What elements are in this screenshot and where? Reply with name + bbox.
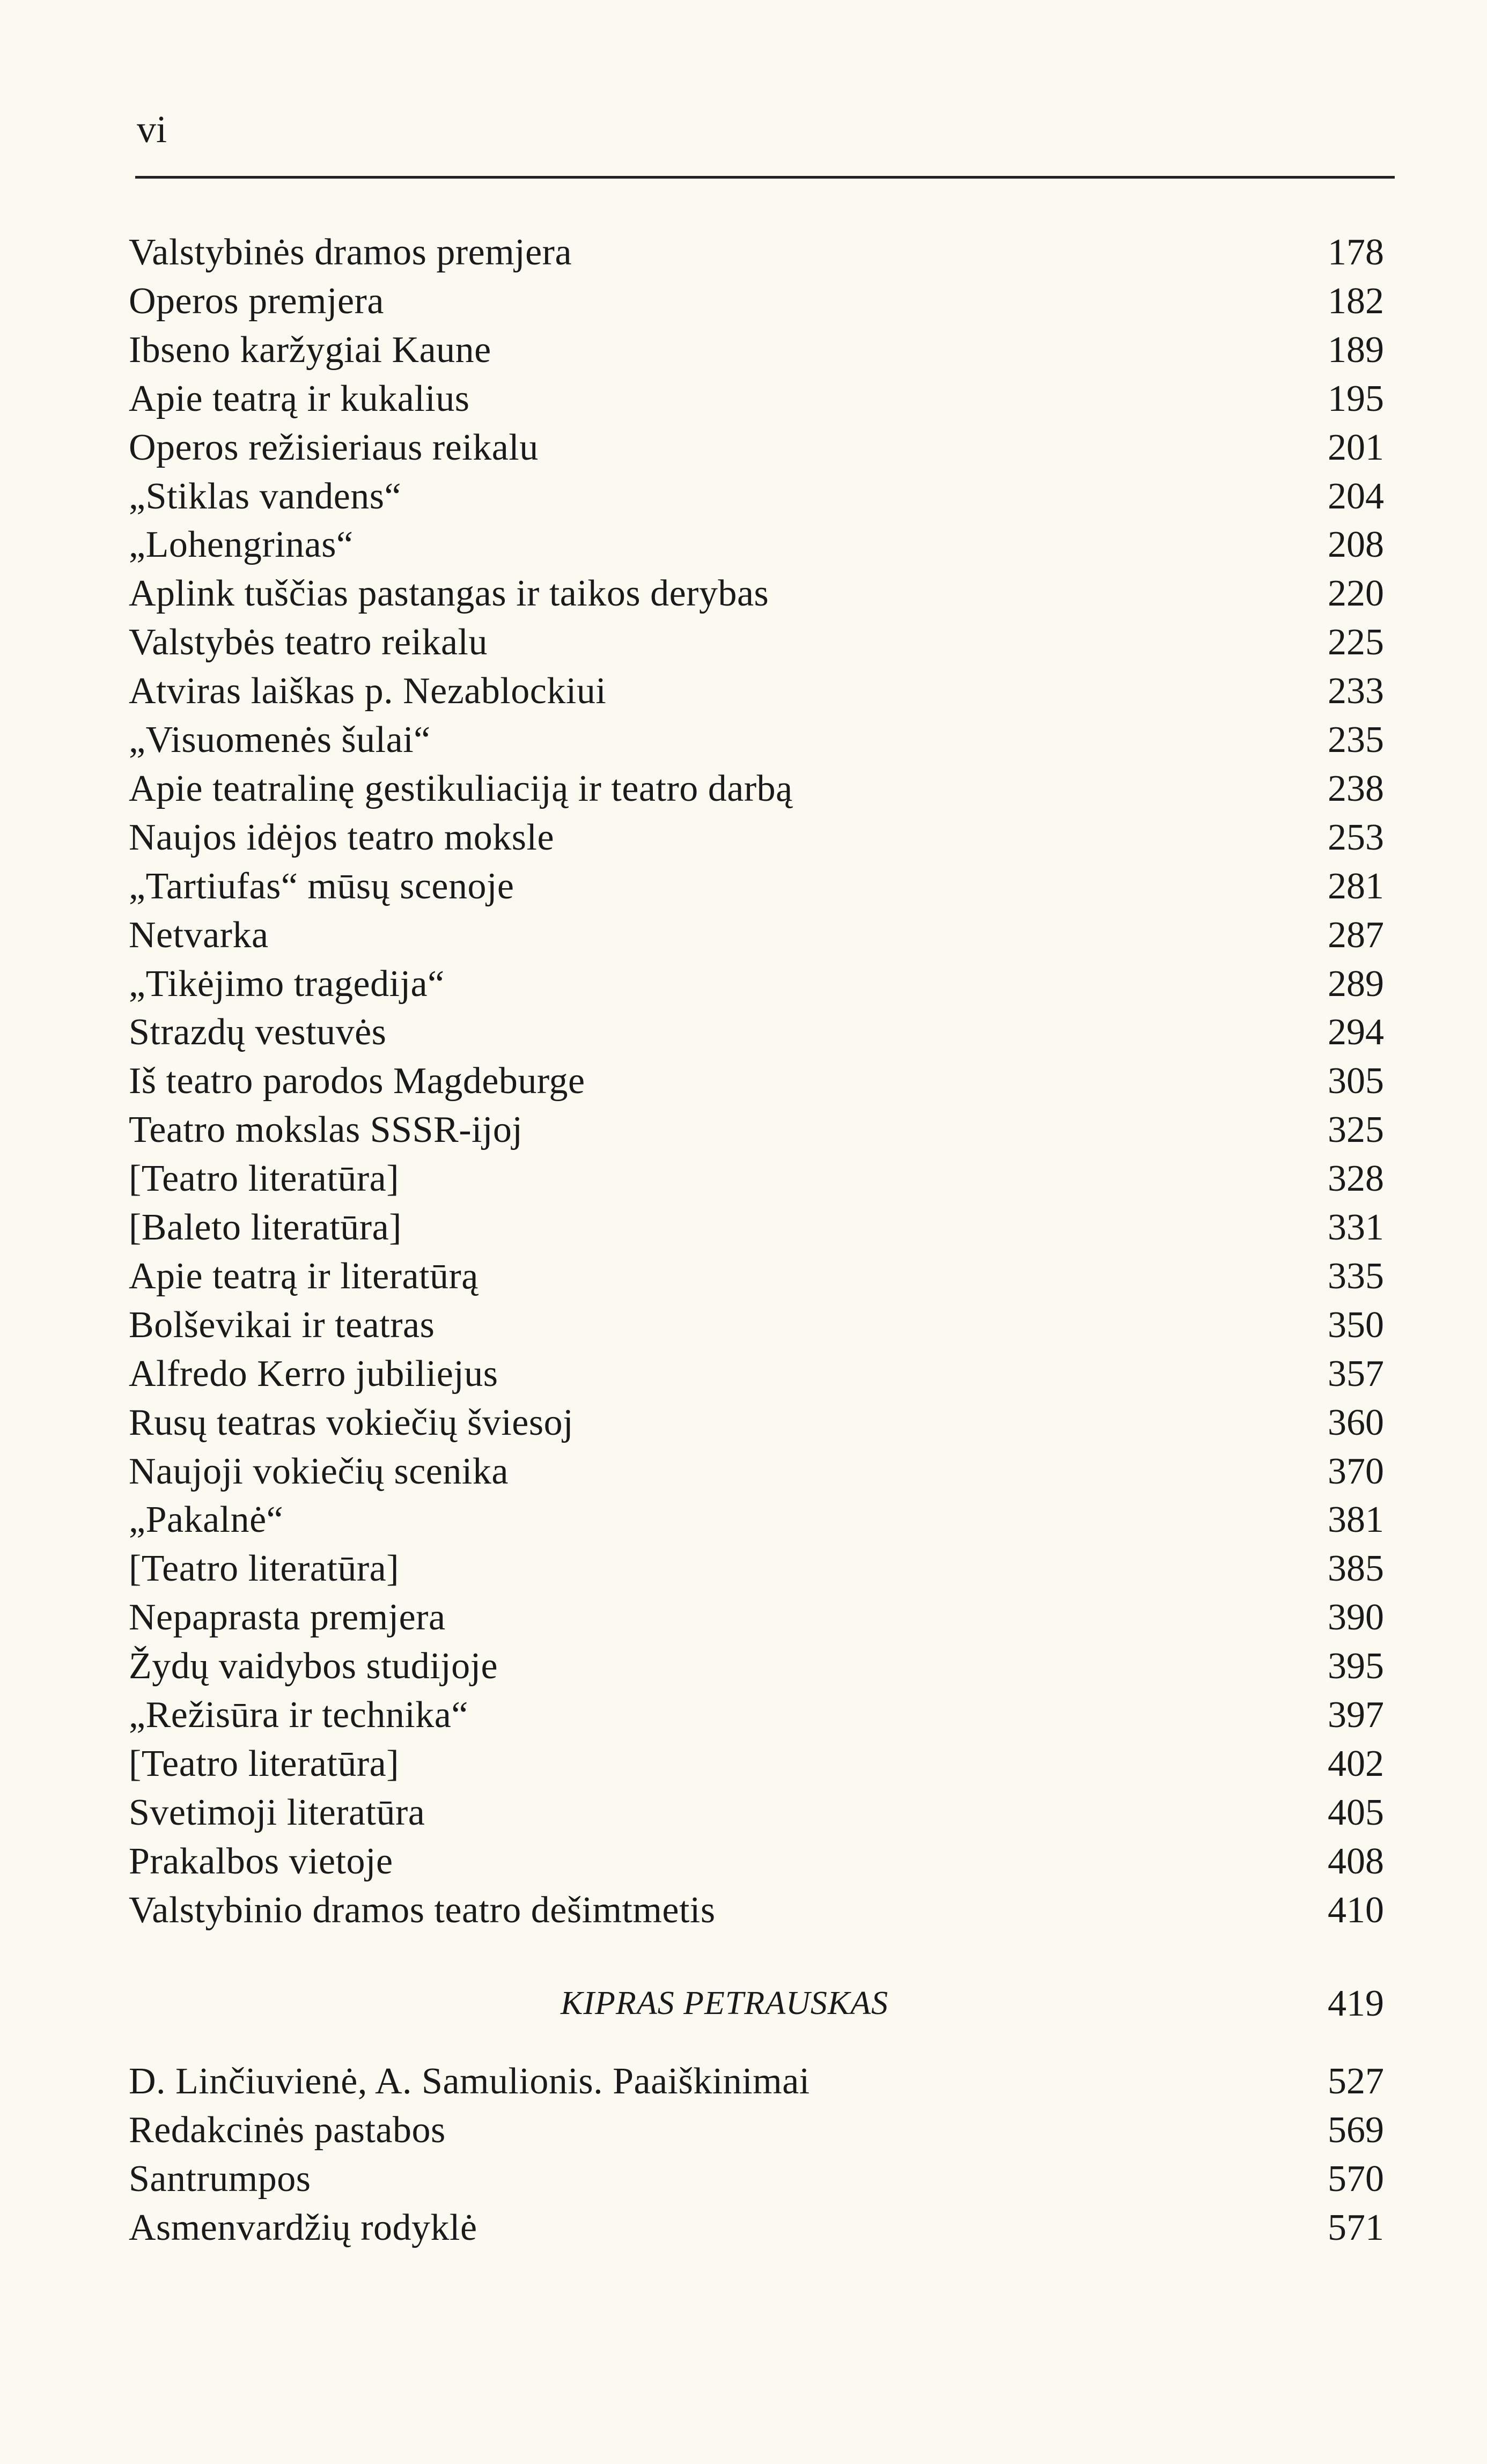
toc-entry-page: 235: [1328, 719, 1384, 761]
toc-entry-page: 397: [1328, 1694, 1384, 1736]
toc-entry-title: „Stiklas vandens“: [129, 475, 402, 517]
toc-entry-title: „Lohengrinas“: [129, 524, 354, 566]
toc-entry-page: 395: [1328, 1646, 1384, 1687]
toc-entry-page: 201: [1328, 426, 1384, 468]
toc-entry-title: Netvarka: [129, 914, 269, 956]
toc-entry: [129, 228, 1384, 277]
toc-entry-title: Aplink tuščias pastangas ir taikos derybas: [129, 573, 769, 615]
toc-entry-title: „Tikėjimo tragedija“: [129, 963, 445, 1005]
toc-entry-title: „Tartiufas“ mūsų scenoje: [129, 865, 514, 907]
toc-entry-title: „Pakalnė“: [129, 1499, 284, 1541]
toc-entry-page: 204: [1328, 475, 1384, 517]
toc-entry-page: 328: [1328, 1158, 1384, 1200]
toc-entry-title: D. Linčiuvienė, A. Samulionis. Paaiškinimai: [129, 2061, 810, 2102]
toc-entry: [129, 1447, 1384, 1496]
toc-entry: [129, 374, 1384, 423]
toc-entry-title: Strazdų vestuvės: [129, 1012, 387, 1053]
toc-entry-title: „Visuomenės šulai“: [129, 719, 431, 761]
toc-entry-page: 325: [1328, 1109, 1384, 1151]
toc-entry-title: Teatro mokslas SSSR-ijoj: [129, 1109, 523, 1151]
toc-entry: [129, 1495, 1384, 1544]
toc-entry: [129, 569, 1384, 618]
toc-entry: [129, 1349, 1384, 1398]
toc-entry: [129, 764, 1384, 813]
toc-entry: [129, 862, 1384, 911]
toc-entry-title: Apie teatrą ir kukalius: [129, 378, 470, 419]
toc-entry: [129, 326, 1384, 374]
toc-entry-title: Valstybinio dramos teatro dešimtmetis: [129, 1889, 716, 1931]
toc-entry-title: Valstybės teatro reikalu: [129, 622, 488, 663]
toc-entry-title: KIPRAS PETRAUSKAS: [561, 1985, 889, 2022]
toc-entry-page: 360: [1328, 1401, 1384, 1443]
toc-entry-title: Alfredo Kerro jubiliejus: [129, 1353, 498, 1395]
toc-entry-title: Ibseno karžygiai Kaune: [129, 329, 491, 371]
toc-entry: [129, 960, 1384, 1008]
toc-entry: [129, 911, 1384, 960]
toc-entry-title: Valstybinės dramos premjera: [129, 232, 572, 273]
toc-entry-title: Apie teatralinę gestikuliaciją ir teatro darbą: [129, 768, 793, 809]
toc-entry: [129, 2057, 1384, 2106]
toc-entry-title: Asmenvardžių rodyklė: [129, 2207, 477, 2248]
toc-entry: [129, 813, 1384, 862]
toc-entry-page: 408: [1328, 1840, 1384, 1882]
toc-section-heading: [129, 1979, 1384, 2028]
toc-entry-page: 294: [1328, 1012, 1384, 1053]
toc-entry: [129, 1057, 1384, 1105]
toc-entry-page: 350: [1328, 1304, 1384, 1346]
toc-entry-page: 570: [1328, 2158, 1384, 2200]
toc-entry-title: [Baleto literatūra]: [129, 1207, 402, 1248]
toc-entry-title: Redakcinės pastabos: [129, 2109, 446, 2151]
page-number: vi: [137, 108, 167, 151]
toc-entry-page: 381: [1328, 1499, 1384, 1541]
toc-entry: [129, 1691, 1384, 1739]
toc-entry-page: 331: [1328, 1207, 1384, 1248]
toc-entry: [129, 1154, 1384, 1203]
toc-entry: [129, 472, 1384, 521]
toc-entry: [129, 618, 1384, 667]
toc-entry: [129, 277, 1384, 326]
toc-entry-page: 571: [1328, 2207, 1384, 2248]
toc-entry: [129, 1593, 1384, 1642]
toc-entry-title: Svetimoji literatūra: [129, 1791, 425, 1833]
toc-entry-page: 410: [1328, 1889, 1384, 1931]
toc-entry-page: 527: [1328, 2061, 1384, 2102]
toc-entry-page: 419: [1328, 1983, 1384, 2024]
toc-entry-title: Rusų teatras vokiečių šviesoj: [129, 1401, 574, 1443]
toc-entry-title: [Teatro literatūra]: [129, 1743, 400, 1784]
toc-entry: [129, 1203, 1384, 1252]
toc-entry-page: 233: [1328, 670, 1384, 712]
toc-entry-title: Operos režisieriaus reikalu: [129, 426, 539, 468]
toc-entry-page: 385: [1328, 1548, 1384, 1590]
toc-entry-title: Operos premjera: [129, 280, 384, 322]
toc-entry: [129, 1739, 1384, 1788]
toc-entry: [129, 715, 1384, 764]
toc-entry-page: 405: [1328, 1791, 1384, 1833]
toc-entry: [129, 423, 1384, 472]
toc-entry: [129, 1105, 1384, 1154]
toc-entry-page: 289: [1328, 963, 1384, 1005]
toc-entry-page: 178: [1328, 232, 1384, 273]
toc-entry: [129, 1398, 1384, 1447]
toc-entry-page: 182: [1328, 280, 1384, 322]
toc-entry-page: 402: [1328, 1743, 1384, 1784]
toc-entry: [129, 1788, 1384, 1837]
toc-entry: [129, 1252, 1384, 1301]
toc-entry: [129, 1886, 1384, 1935]
toc-entry-page: 569: [1328, 2109, 1384, 2151]
toc-entry-page: 287: [1328, 914, 1384, 956]
toc-entry: [129, 1008, 1384, 1057]
toc-entry-title: „Režisūra ir technika“: [129, 1694, 468, 1736]
toc-entry-title: [Teatro literatūra]: [129, 1548, 400, 1590]
toc-entry: [129, 1642, 1384, 1691]
toc-entry-page: 357: [1328, 1353, 1384, 1395]
toc-entry-page: 225: [1328, 622, 1384, 663]
toc-entry-title: Žydų vaidybos studijoje: [129, 1646, 498, 1687]
toc-entry-page: 281: [1328, 865, 1384, 907]
toc-entry-title: [Teatro literatūra]: [129, 1158, 400, 1200]
toc-entry: [129, 520, 1384, 569]
toc-entry-page: 195: [1328, 378, 1384, 419]
toc-entry: [129, 1837, 1384, 1886]
toc-entry-page: 189: [1328, 329, 1384, 371]
toc-entry-page: 253: [1328, 816, 1384, 858]
toc-entry-title: Santrumpos: [129, 2158, 311, 2200]
toc-entry-title: Naujoji vokiečių scenika: [129, 1450, 509, 1492]
toc-entry-page: 220: [1328, 573, 1384, 615]
toc-entry: [129, 1544, 1384, 1593]
toc-entry-page: 390: [1328, 1597, 1384, 1639]
toc-entry-title: Nepaprasta premjera: [129, 1597, 446, 1639]
toc-entry-page: 370: [1328, 1450, 1384, 1492]
toc-entry-page: 335: [1328, 1255, 1384, 1297]
toc-entry: [129, 667, 1384, 715]
toc-entry-title: Atviras laiškas p. Nezablockiui: [129, 670, 607, 712]
toc-entry: [129, 2106, 1384, 2155]
toc-entry-page: 238: [1328, 768, 1384, 809]
toc-entry: [129, 2203, 1384, 2252]
toc-entry-page: 305: [1328, 1060, 1384, 1102]
toc-entry-title: Apie teatrą ir literatūrą: [129, 1255, 479, 1297]
header-rule: [135, 176, 1395, 179]
toc-entry-title: Naujos idėjos teatro moksle: [129, 816, 555, 858]
toc-entry-page: 208: [1328, 524, 1384, 566]
toc-entry-title: Bolševikai ir teatras: [129, 1304, 435, 1346]
toc-entry-title: Prakalbos vietoje: [129, 1840, 393, 1882]
toc-entry-title: Iš teatro parodos Magdeburge: [129, 1060, 585, 1102]
toc-entry: [129, 2155, 1384, 2203]
toc-entry: [129, 1301, 1384, 1349]
